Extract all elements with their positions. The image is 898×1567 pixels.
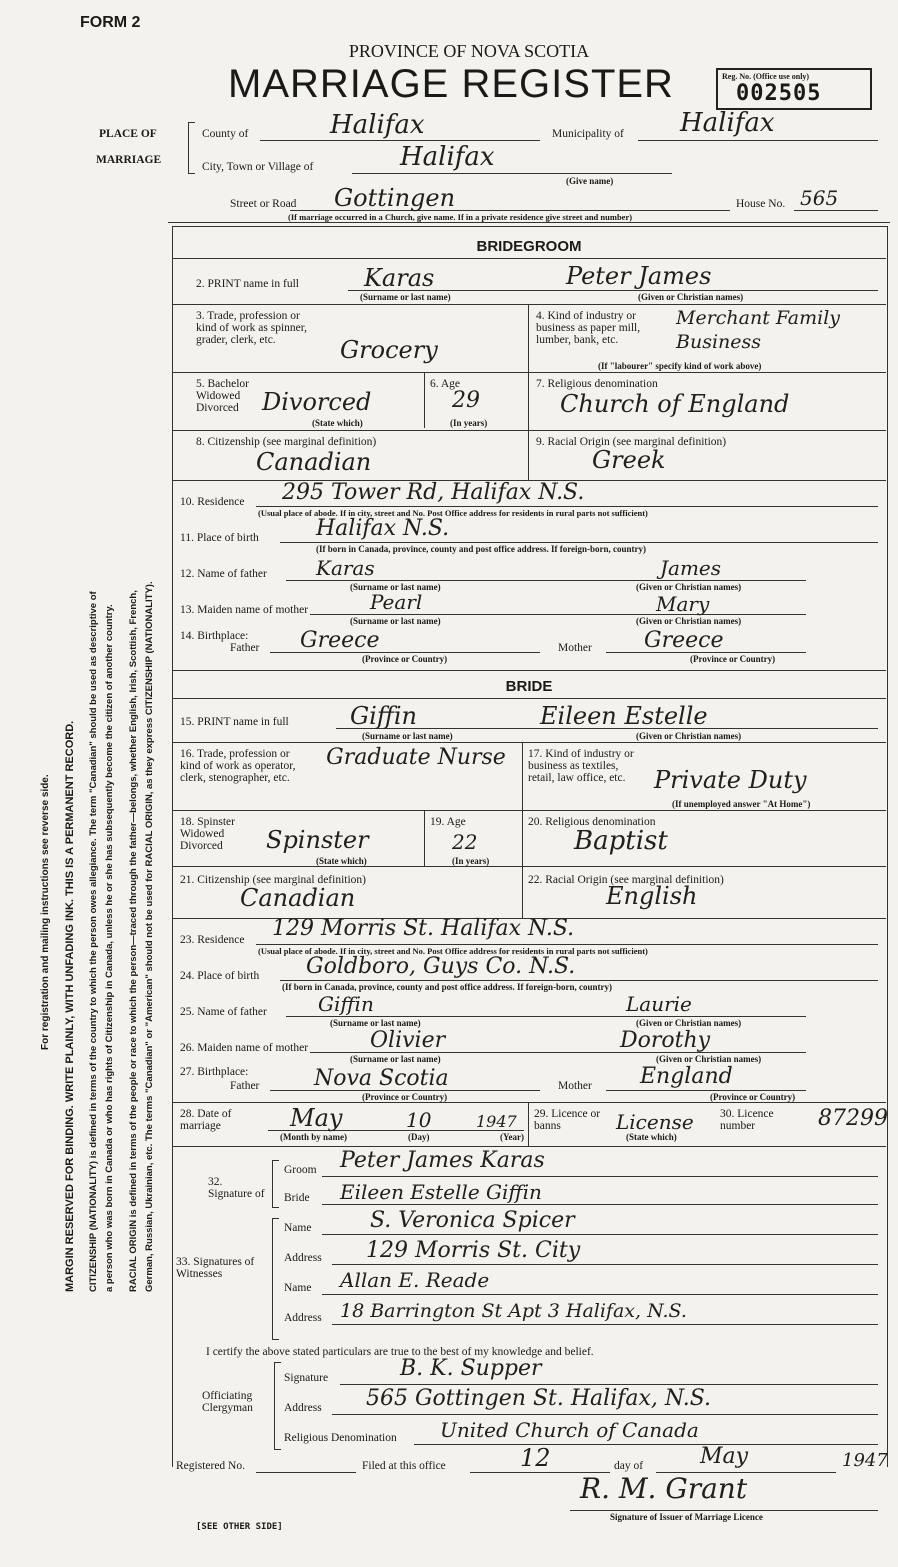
marriage-year: 1947 xyxy=(476,1112,517,1131)
signature-label: 32. Signature of xyxy=(208,1176,265,1200)
page-title: MARRIAGE REGISTER xyxy=(228,62,674,106)
city-value: Halifax xyxy=(400,142,495,172)
bride-surname-caption: (Surname or last name) xyxy=(362,731,453,741)
city-label: City, Town or Village of xyxy=(202,161,314,173)
groom-parents-birthplace-label: 14. Birthplace: xyxy=(180,630,249,642)
groom-mother-given-caption: (Given or Christian names) xyxy=(636,616,742,626)
bride-citizenship-label: 21. Citizenship (see marginal definition) xyxy=(180,874,366,886)
bride-residence-caption: (Usual place of abode. If in city, street and No. Post Office address for residents in rural parts not sufficient) xyxy=(258,946,648,956)
bride-residence-label: 23. Residence xyxy=(180,934,245,946)
clergy-signature-label: Signature xyxy=(284,1372,329,1384)
bride-father-given-caption: (Given or Christian names) xyxy=(636,1018,742,1028)
marriage-month: May xyxy=(290,1104,343,1132)
groom-surname: Karas xyxy=(364,264,435,292)
groom-given: Peter James xyxy=(566,262,712,290)
witness1-name-label: Name xyxy=(284,1222,312,1234)
groom-father-given: James xyxy=(660,556,722,580)
bride-given-caption: (Given or Christian names) xyxy=(636,731,742,741)
year-caption: (Year) xyxy=(500,1132,524,1142)
groom-racial-label: 9. Racial Origin (see marginal definition) xyxy=(536,436,727,448)
witness2-name-label: Name xyxy=(284,1282,312,1294)
groom-mother-label: 13. Maiden name of mother xyxy=(180,604,309,616)
filed-year: 1947 xyxy=(842,1450,888,1471)
groom-father-bp-caption: (Province or Country) xyxy=(362,654,448,664)
place-label xyxy=(96,128,161,166)
groom-status-caption: (State which) xyxy=(312,418,363,428)
date-label: 28. Date of marriage xyxy=(180,1108,232,1132)
groom-birthplace: Halifax N.S. xyxy=(316,516,450,541)
groom-father-label: 12. Name of father xyxy=(180,568,267,580)
bride-religion: Baptist xyxy=(574,826,668,856)
give-name-caption: (Give name) xyxy=(566,176,614,186)
bride-father-surname-caption: (Surname or last name) xyxy=(330,1018,421,1028)
margin-note-3: CITIZENSHIP (NATIONALITY) is defined in terms of the country to which the person owes allegiance. The term "Canadian" should be used as descriptive of xyxy=(88,591,99,1292)
bride-status: Spinster xyxy=(266,826,369,854)
bride-birthplace-label: 24. Place of birth xyxy=(180,970,260,982)
witness-bracket xyxy=(272,1218,279,1340)
groom-mother-surname: Pearl xyxy=(370,590,423,614)
house-label: House No. xyxy=(736,198,786,210)
place-bracket xyxy=(188,122,195,174)
clergy-denomination-label: Religious Denomination xyxy=(284,1432,397,1444)
reg-no-box xyxy=(716,68,872,110)
witness2-address: 18 Barrington St Apt 3 Halifax, N.S. xyxy=(340,1300,687,1322)
groom-industry-label: 4. Kind of industry or business as paper mill, lumber, bank, etc. xyxy=(536,310,641,346)
bride-age: 22 xyxy=(452,830,478,854)
groom-print-label xyxy=(196,278,299,290)
groom-father-surname-caption: (Surname or last name) xyxy=(350,582,441,592)
margin-note-5: RACIAL ORIGIN is defined in terms of the people or race to which the person—traced through the father—belongs, whether English, Irish, Scottish, French, xyxy=(128,590,139,1292)
issuer-signature: R. M. Grant xyxy=(580,1472,748,1505)
groom-status: Divorced xyxy=(262,388,372,416)
bride-citizenship: Canadian xyxy=(240,884,356,912)
licence-label: 29. Licence or banns xyxy=(534,1108,601,1132)
street-label: Street or Road xyxy=(230,198,297,210)
groom-age: 29 xyxy=(452,388,480,413)
bride-father-bp-caption: (Province or Country) xyxy=(362,1092,448,1102)
groom-print-text: 2. PRINT name in full xyxy=(196,278,299,290)
groom-age-label: 6. Age xyxy=(430,378,461,390)
groom-status-label: 5. Bachelor Widowed Divorced xyxy=(196,378,250,414)
bride-status-label: 18. Spinster Widowed Divorced xyxy=(180,816,235,852)
groom-mother-bp-caption: (Province or Country) xyxy=(690,654,776,664)
groom-mother-word: Mother xyxy=(558,642,592,654)
day-caption: (Day) xyxy=(408,1132,430,1142)
bride-signature: Eileen Estelle Giffin xyxy=(340,1180,542,1204)
filed-label: Filed at this office xyxy=(362,1460,446,1472)
witness2-name: Allan E. Reade xyxy=(340,1268,490,1292)
reg-no-value: 002505 xyxy=(736,81,822,106)
groom-given-caption: (Given or Christian names) xyxy=(638,292,744,302)
groom-signature: Peter James Karas xyxy=(340,1148,545,1173)
filed-month: May xyxy=(700,1444,749,1469)
groom-citizenship-label: 8. Citizenship (see marginal definition) xyxy=(196,436,377,448)
witness1-address-label: Address xyxy=(284,1252,322,1264)
licence-no: 87299 xyxy=(818,1106,888,1131)
groom-industry-caption: (If "labourer" specify kind of work above) xyxy=(598,361,762,371)
bride-mother-given: Dorothy xyxy=(620,1028,711,1053)
clergy-address-label: Address xyxy=(284,1402,322,1414)
bride-age-caption: (In years) xyxy=(452,856,490,866)
register-frame-inner xyxy=(168,222,890,227)
margin-note-6: German, Russian, Ukrainian, etc. The terms "Canadian" or "American" should not be used for RACIAL ORIGIN, as they express CITIZENSHIP (NATIONALITY). xyxy=(144,581,155,1292)
street-value: Gottingen xyxy=(334,184,456,212)
groom-surname-caption: (Surname or last name) xyxy=(360,292,451,302)
margin-note-1: For registration and mailing instructions see reverse side. xyxy=(40,774,51,1050)
bride-birthplace: Goldboro, Guys Co. N.S. xyxy=(306,954,576,979)
groom-birthplace-label: 11. Place of birth xyxy=(180,532,259,544)
registered-label: Registered No. xyxy=(176,1460,245,1472)
groom-residence: 295 Tower Rd, Halifax N.S. xyxy=(282,480,585,505)
groom-father-surname: Karas xyxy=(316,556,375,580)
bride-racial: English xyxy=(606,882,698,910)
groom-birthplace-caption: (If born in Canada, province, county and post office address. If foreign-born, country) xyxy=(316,544,647,554)
signature-bracket xyxy=(272,1160,279,1208)
marriage-day: 10 xyxy=(406,1108,432,1132)
municipality-value: Halifax xyxy=(680,108,775,138)
licence-value: License xyxy=(616,1110,694,1134)
groom-trade: Grocery xyxy=(340,336,438,364)
licence-caption: (State which) xyxy=(626,1132,677,1142)
bride-mother-bp-caption: (Province or Country) xyxy=(710,1092,796,1102)
witness-label-text: 33. Signatures of Witnesses xyxy=(176,1256,255,1280)
clergy-bracket xyxy=(274,1362,281,1450)
bridegroom-heading: BRIDEGROOM xyxy=(476,238,582,255)
bride-status-caption: (State which) xyxy=(316,856,367,866)
clergy-label: Officiating Clergyman xyxy=(202,1390,253,1414)
bride-sig-label: Bride xyxy=(284,1192,310,1204)
clergy-signature: B. K. Supper xyxy=(400,1356,542,1381)
place-note: (If marriage occurred in a Church, give name. If in a private residence give street and number) xyxy=(288,212,633,222)
witness1-name: S. Veronica Spicer xyxy=(370,1208,575,1233)
witness2-address-label: Address xyxy=(284,1312,322,1324)
groom-father-word: Father xyxy=(230,642,260,654)
bride-father-birthplace: Nova Scotia xyxy=(314,1066,449,1091)
see-other-side: [SEE OTHER SIDE] xyxy=(196,1522,283,1532)
witness1-address: 129 Morris St. City xyxy=(366,1238,581,1263)
groom-racial: Greek xyxy=(592,446,666,474)
margin-note-2: MARGIN RESERVED FOR BINDING. WRITE PLAINLY, WITH UNFADING INK. THIS IS A PERMANENT RECORD. xyxy=(64,720,76,1292)
margin-note-4: a person who was born in Canada or who has rights of Citizenship in Canada, unless he or she has subsequently become the citizen of another country. xyxy=(104,604,115,1292)
form-number: FORM 2 xyxy=(80,14,141,31)
witness-label xyxy=(176,1256,272,1280)
filed-day: 12 xyxy=(520,1444,551,1472)
house-value: 565 xyxy=(800,186,839,210)
bride-industry-caption: (If unemployed answer "At Home") xyxy=(672,799,811,809)
bride-trade-label: 16. Trade, profession or kind of work as operator, clerk, stenographer, etc. xyxy=(180,748,296,784)
bride-mother-surname: Olivier xyxy=(370,1028,446,1053)
bride-age-label: 19. Age xyxy=(430,816,466,828)
reg-no-label: Reg. No. (Office use only) xyxy=(722,72,810,81)
bride-print-label: 15. PRINT name in full xyxy=(180,716,289,728)
county-label: County of xyxy=(202,128,249,140)
bride-father-given: Laurie xyxy=(626,992,692,1016)
bride-father-surname: Giffin xyxy=(318,992,374,1016)
certify-statement: I certify the above stated particulars are true to the best of my knowledge and belief. xyxy=(206,1346,594,1358)
bride-trade: Graduate Nurse xyxy=(326,745,506,770)
month-caption: (Month by name) xyxy=(280,1132,347,1142)
groom-residence-label: 10. Residence xyxy=(180,496,245,508)
bride-parents-birthplace-label: 27. Birthplace: xyxy=(180,1066,249,1078)
groom-religion: Church of England xyxy=(560,390,790,418)
groom-age-caption: (In years) xyxy=(450,418,488,428)
bride-heading: BRIDE xyxy=(505,678,553,695)
groom-industry: Merchant Family Business xyxy=(676,307,841,353)
licence-no-label: 30. Licence number xyxy=(720,1108,774,1132)
bride-given: Eileen Estelle xyxy=(540,702,708,730)
bride-father-word: Father xyxy=(230,1080,260,1092)
bride-father-label: 25. Name of father xyxy=(180,1006,267,1018)
bride-mother-given-caption: (Given or Christian names) xyxy=(656,1054,762,1064)
municipality-label: Municipality of xyxy=(552,128,624,140)
bride-religion-label: 20. Religious denomination xyxy=(528,816,656,828)
issuer-caption: Signature of Issuer of Marriage Licence xyxy=(610,1512,763,1522)
groom-religion-label: 7. Religious denomination xyxy=(536,378,658,390)
groom-citizenship: Canadian xyxy=(256,448,372,476)
bride-mother-birthplace: England xyxy=(640,1064,733,1089)
county-value: Halifax xyxy=(330,110,425,140)
groom-trade-label: 3. Trade, profession or kind of work as spinner, grader, clerk, etc. xyxy=(196,310,308,346)
bride-racial-label: 22. Racial Origin (see marginal definition) xyxy=(528,874,724,886)
groom-residence-caption: (Usual place of abode. If in city, street and No. Post Office address for residents in rural parts not sufficient) xyxy=(258,508,648,518)
groom-father-birthplace: Greece xyxy=(300,628,380,653)
bride-industry: Private Duty xyxy=(654,766,807,794)
bride-mother-surname-caption: (Surname or last name) xyxy=(350,1054,441,1064)
clergy-denomination: United Church of Canada xyxy=(440,1418,699,1442)
province-heading: PROVINCE OF NOVA SCOTIA xyxy=(348,41,590,61)
groom-mother-birthplace: Greece xyxy=(644,628,724,653)
bride-mother-word: Mother xyxy=(558,1080,592,1092)
bride-surname: Giffin xyxy=(350,702,417,730)
groom-mother-surname-caption: (Surname or last name) xyxy=(350,616,441,626)
bride-mother-label: 26. Maiden name of mother xyxy=(180,1042,309,1054)
place-label-1: PLACE OF xyxy=(99,128,157,140)
place-label-2: MARRIAGE xyxy=(96,154,162,166)
groom-mother-given: Mary xyxy=(656,592,710,616)
groom-sig-label: Groom xyxy=(284,1164,317,1176)
bride-birthplace-caption: (If born in Canada, province, county and post office address. If foreign-born, country) xyxy=(282,982,613,992)
day-of-label: day of xyxy=(614,1460,644,1472)
bride-residence: 129 Morris St. Halifax N.S. xyxy=(272,916,575,941)
bride-industry-label: 17. Kind of industry or business as textiles, retail, law office, etc. xyxy=(528,748,634,784)
clergy-address: 565 Gottingen St. Halifax, N.S. xyxy=(366,1386,711,1411)
groom-father-given-caption: (Given or Christian names) xyxy=(636,582,742,592)
